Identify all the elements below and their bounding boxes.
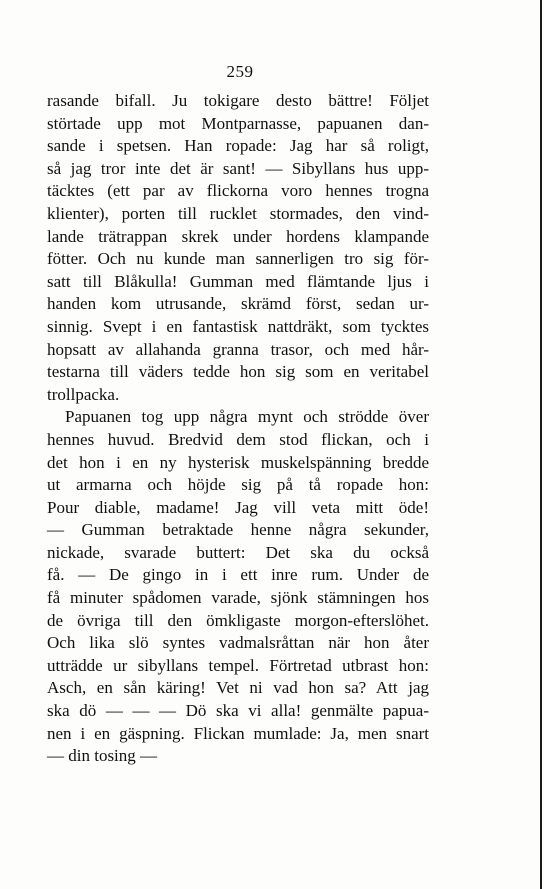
text-line: handen kom utrusande, skrämd först, sedan ur- bbox=[47, 294, 429, 314]
text-line: nen i en gäspning. Flickan mumlade: Ja, men snart bbox=[47, 723, 429, 743]
text-line: ut armarna och höjde sig på tå ropade hon: bbox=[47, 475, 429, 495]
text-line: Och lika slö syntes vadmalsråttan när hon åter bbox=[47, 633, 429, 653]
text-line: det hon i en ny hysterisk muskelspänning bredde bbox=[47, 452, 429, 472]
text-line: få. — De gingo in i ett inre rum. Under de bbox=[47, 565, 429, 585]
page-number: 259 bbox=[226, 62, 254, 81]
text-line: Pour diable, madame! Jag vill veta mitt öde! bbox=[47, 497, 429, 517]
text-line: nickade, svarade buttert: Det ska du också bbox=[47, 542, 429, 562]
text-line: de övriga till den ömkligaste morgon-efterslöhet. bbox=[47, 610, 429, 630]
text-line: — Gumman betraktade henne några sekunder, bbox=[47, 520, 429, 540]
page-edge bbox=[540, 0, 542, 889]
text-line: klienter), porten till rucklet stormades, den vind- bbox=[47, 203, 429, 223]
text-line: utträdde ur sibyllans tempel. Förtretad utbrast hon: bbox=[47, 655, 429, 675]
text-line: Papuanen tog upp några mynt och strödde över bbox=[65, 407, 429, 427]
text-line: få minuter spådomen varade, sjönk stämningen hos bbox=[47, 588, 429, 608]
text-line: hennes huvud. Bredvid dem stod flickan, och i bbox=[47, 429, 429, 449]
text-line: trollpacka. bbox=[47, 384, 120, 404]
body-text bbox=[47, 90, 429, 768]
text-line: så jag tror inte det är sant! — Sibyllans hus upp- bbox=[47, 158, 429, 178]
text-line: täcktes (ett par av flickorna voro hennes trogna bbox=[47, 181, 429, 201]
text-line: satt till Blåkulla! Gumman med flämtande ljus i bbox=[47, 271, 429, 291]
text-line: ska dö — — — Dö ska vi alla! genmälte papua- bbox=[47, 701, 429, 721]
text-line: lande trätrappan skrek under hordens klampande bbox=[47, 226, 429, 246]
text-line: hopsatt av allahanda granna trasor, och med hår- bbox=[47, 339, 429, 359]
text-line: — din tosing — bbox=[47, 746, 158, 766]
text-line: Asch, en sån käring! Vet ni vad hon sa? Att jag bbox=[47, 678, 429, 698]
text-line: testarna till väders tedde hon sig som en veritabel bbox=[47, 362, 429, 382]
text-line: sinnig. Svept i en fantastisk nattdräkt, som tycktes bbox=[47, 316, 429, 336]
text-line: fötter. Och nu kunde man sannerligen tro sig för- bbox=[47, 249, 429, 269]
text-line: störtade upp mot Montparnasse, papuanen dan- bbox=[47, 113, 429, 133]
text-line: rasande bifall. Ju tokigare desto bättre! Följet bbox=[47, 91, 429, 110]
text-line: sande i spetsen. Han ropade: Jag har så roligt, bbox=[47, 136, 429, 156]
